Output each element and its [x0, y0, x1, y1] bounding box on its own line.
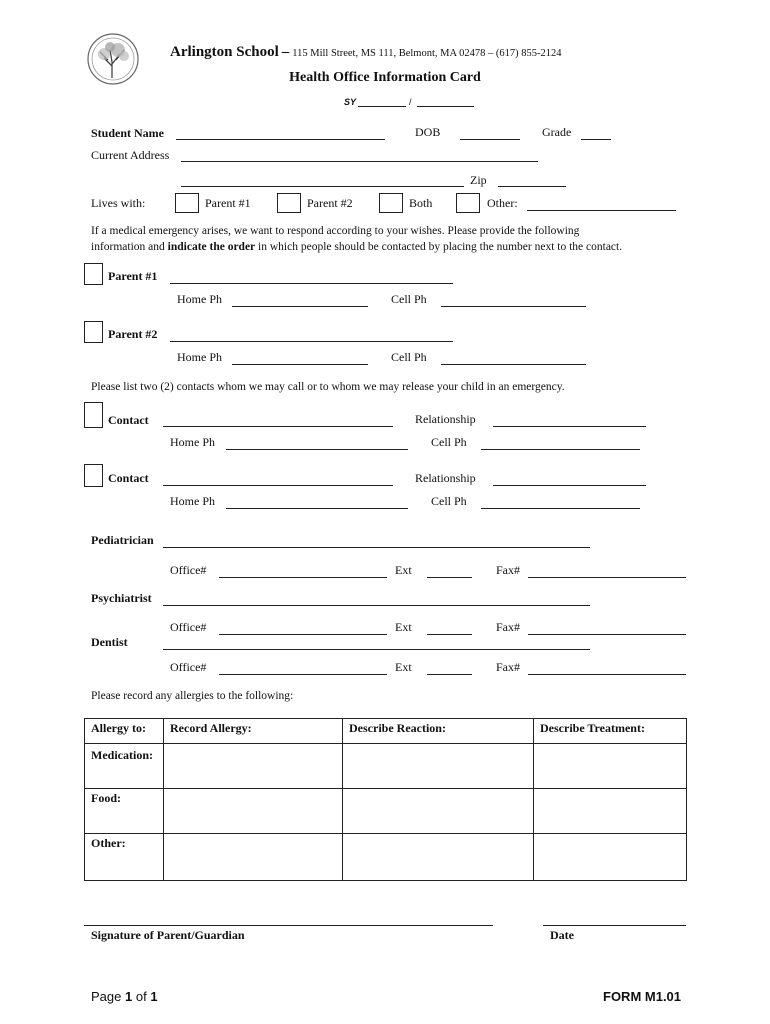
dentist-ext-field[interactable]: [427, 674, 472, 675]
both-checkbox[interactable]: [379, 193, 403, 213]
instructions-bold: indicate the order: [167, 241, 256, 253]
contact2-cell-field[interactable]: [481, 508, 640, 509]
page-total: 1: [150, 989, 158, 1004]
contact2-name-field[interactable]: [163, 485, 393, 486]
psychiatrist-field[interactable]: [163, 605, 590, 606]
food-record-cell[interactable]: [164, 789, 343, 834]
parent2-option-label: Parent #2: [307, 196, 353, 210]
school-name: Arlington School: [170, 44, 279, 60]
zip-field[interactable]: [498, 186, 566, 187]
other-treatment-cell[interactable]: [534, 834, 687, 881]
allergy-row-other: Other:: [85, 834, 164, 881]
contact1-name-field[interactable]: [163, 426, 393, 427]
both-option-label: Both: [409, 196, 433, 210]
contact1-relationship-label: Relationship: [415, 412, 476, 426]
other-reaction-cell[interactable]: [343, 834, 534, 881]
parent1-name-field[interactable]: [170, 283, 453, 284]
instructions-line-1: If a medical emergency arises, we want to respond according to your wishes. Please provide the following: [91, 225, 580, 237]
allergy-table: [84, 718, 687, 881]
signature-field[interactable]: [84, 925, 493, 926]
parent2-cell-field[interactable]: [441, 364, 586, 365]
contact2-home-field[interactable]: [226, 508, 408, 509]
dentist-field[interactable]: [163, 649, 590, 650]
psychiatrist-ext-field[interactable]: [427, 634, 472, 635]
contact2-order-box[interactable]: [84, 464, 103, 487]
header-line: [170, 44, 561, 61]
medication-record-cell[interactable]: [164, 744, 343, 789]
allergy-header-allergy-to: Allergy to:: [85, 719, 164, 744]
pediatrician-fax-label: Fax#: [496, 563, 520, 577]
contact1-label: Contact: [108, 413, 149, 427]
other-record-cell[interactable]: [164, 834, 343, 881]
school-address: 115 Mill Street, MS 111, Belmont, MA 02478 – (617) 855-2124: [292, 48, 562, 59]
allergy-header-treatment: Describe Treatment:: [534, 719, 687, 744]
parent1-home-label: Home Ph: [177, 292, 222, 306]
allergy-header-record: Record Allergy:: [164, 719, 343, 744]
contact2-label: Contact: [108, 471, 149, 485]
parent2-cell-label: Cell Ph: [391, 350, 427, 364]
allergy-header-reaction: Describe Reaction:: [343, 719, 534, 744]
contact1-order-box[interactable]: [84, 402, 103, 428]
psychiatrist-office-label: Office#: [170, 620, 207, 634]
pediatrician-ext-label: Ext: [395, 563, 412, 577]
contact2-home-label: Home Ph: [170, 494, 215, 508]
psychiatrist-label: Psychiatrist: [91, 591, 152, 605]
parent2-label: Parent #2: [108, 327, 158, 341]
dentist-ext-label: Ext: [395, 660, 412, 674]
date-field[interactable]: [543, 925, 686, 926]
parent1-order-box[interactable]: [84, 263, 103, 285]
psychiatrist-ext-label: Ext: [395, 620, 412, 634]
contact2-cell-label: Cell Ph: [431, 494, 467, 508]
instructions-pre: information and: [91, 241, 165, 253]
student-name-label: Student Name: [91, 126, 165, 140]
other-field[interactable]: [527, 210, 676, 211]
contact1-home-label: Home Ph: [170, 435, 215, 449]
address-label: Current Address: [91, 148, 170, 162]
contact1-home-field[interactable]: [226, 449, 408, 450]
form-number: FORM M1.01: [603, 989, 682, 1004]
address-field-2[interactable]: [181, 186, 464, 187]
zip-label: Zip: [470, 173, 487, 187]
address-field-1[interactable]: [181, 161, 538, 162]
pediatrician-fax-field[interactable]: [528, 577, 686, 578]
allergy-row-medication: Medication:: [85, 744, 164, 789]
page-pre: Page: [91, 989, 122, 1004]
contact2-relationship-field[interactable]: [493, 485, 646, 486]
dentist-label: Dentist: [91, 635, 128, 649]
page-title: Health Office Information Card: [289, 70, 481, 85]
parent2-checkbox[interactable]: [277, 193, 301, 213]
pediatrician-field[interactable]: [163, 547, 590, 548]
allergy-intro: Please record any allergies to the following:: [91, 690, 294, 702]
allergy-row-food: Food:: [85, 789, 164, 834]
dentist-office-label: Office#: [170, 660, 207, 674]
parent1-cell-label: Cell Ph: [391, 292, 427, 306]
table-row: [85, 834, 687, 881]
parent1-checkbox[interactable]: [175, 193, 199, 213]
contact1-cell-label: Cell Ph: [431, 435, 467, 449]
student-name-field[interactable]: [176, 139, 385, 140]
pediatrician-label: Pediatrician: [91, 533, 154, 547]
table-row: [85, 789, 687, 834]
header-dash: –: [281, 44, 290, 60]
instructions-post: in which people should be contacted by placing the number next to the contact.: [258, 241, 623, 253]
table-row: [85, 744, 687, 789]
parent2-name-field[interactable]: [170, 341, 453, 342]
medication-reaction-cell[interactable]: [343, 744, 534, 789]
parent1-home-field[interactable]: [232, 306, 368, 307]
dentist-fax-field[interactable]: [528, 674, 686, 675]
psychiatrist-fax-field[interactable]: [528, 634, 686, 635]
other-option-label: Other:: [487, 196, 518, 210]
instructions-line-2: [91, 241, 622, 253]
food-treatment-cell[interactable]: [534, 789, 687, 834]
dob-field[interactable]: [460, 139, 520, 140]
table-row: [85, 719, 687, 744]
parent1-cell-field[interactable]: [441, 306, 586, 307]
lives-with-label: Lives with:: [91, 196, 146, 210]
contacts-intro: Please list two (2) contacts whom we may call or to whom we may release your child in an emergency.: [91, 381, 565, 393]
grade-label: Grade: [542, 125, 572, 139]
school-year-label: SY: [344, 97, 357, 107]
parent2-order-box[interactable]: [84, 321, 103, 343]
dob-label: DOB: [415, 125, 441, 139]
medication-treatment-cell[interactable]: [534, 744, 687, 789]
pediatrician-ext-field[interactable]: [427, 577, 472, 578]
signature-label: Signature of Parent/Guardian: [91, 928, 245, 942]
other-checkbox[interactable]: [456, 193, 480, 213]
parent1-option-label: Parent #1: [205, 196, 251, 210]
food-reaction-cell[interactable]: [343, 789, 534, 834]
page-num: 1: [125, 989, 133, 1004]
date-label: Date: [550, 928, 574, 942]
sy-field-2[interactable]: [417, 106, 474, 107]
sy-sep: /: [409, 97, 412, 107]
page-number: [91, 989, 158, 1004]
page-of: of: [135, 989, 147, 1004]
psychiatrist-fax-label: Fax#: [496, 620, 520, 634]
pediatrician-office-label: Office#: [170, 563, 207, 577]
parent2-home-label: Home Ph: [177, 350, 222, 364]
contact1-relationship-field[interactable]: [493, 426, 646, 427]
parent1-label: Parent #1: [108, 269, 158, 283]
grade-field[interactable]: [581, 139, 611, 140]
dentist-office-field[interactable]: [219, 674, 387, 675]
parent2-home-field[interactable]: [232, 364, 368, 365]
psychiatrist-office-field[interactable]: [219, 634, 387, 635]
pediatrician-office-field[interactable]: [219, 577, 387, 578]
dentist-fax-label: Fax#: [496, 660, 520, 674]
contact2-relationship-label: Relationship: [415, 471, 476, 485]
contact1-cell-field[interactable]: [481, 449, 640, 450]
sy-field-1[interactable]: [358, 106, 406, 107]
